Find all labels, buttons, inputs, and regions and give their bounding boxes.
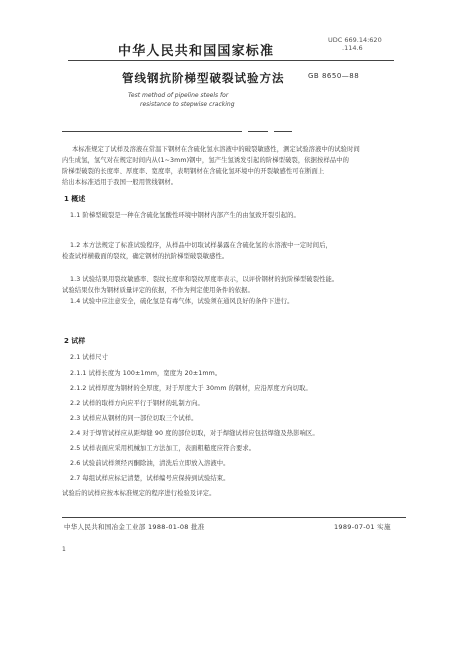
english-title-line-2: resistance to stepwise cracking [140, 101, 235, 108]
title-rule-mid [248, 131, 268, 132]
section-2-heading: 2 试样 [64, 337, 86, 345]
section-2-line-2: 2.1.1 试样长度为 100±1mm，宽度为 20±1mm。 [70, 370, 222, 377]
document-title: 管线钢抗阶梯型破裂试验方法 [122, 71, 285, 85]
gb-number: GB 8650—88 [308, 72, 360, 80]
section-2-line-7: 2.5 试样表面应采用机械加工方法加工，表面粗糙度应符合要求。 [70, 445, 256, 452]
section-2-line-4: 2.2 试样的取样方向应平行于钢材的轧制方向。 [70, 400, 204, 407]
standard-org-title: 中华人民共和国国家标准 [118, 44, 275, 59]
section-2-line-1: 2.1 试样尺寸 [70, 354, 109, 361]
section-1-heading: 1 概述 [64, 195, 86, 203]
section-2-line-10: 试验后的试样应按本标准规定的程序进行检验及评定。 [62, 490, 216, 497]
intro-line-1: 本标准规定了试样及溶液在常温下钢材在含硫化氢水溶液中的破裂敏感性，测定试验溶液中的试验时间 [72, 146, 360, 153]
section-2-line-5: 2.3 试样应从钢材的同一部位切取三个试样。 [70, 415, 198, 422]
section-1-line-4: 1.3 试验结果用裂纹敏感率、裂纹长度率和裂纹厚度率表示，以评价钢材的抗阶梯型破裂性能。 [70, 276, 339, 283]
page-mark: 1 [62, 546, 66, 553]
header-rule [68, 60, 394, 61]
intro-line-2: 内生成氢，氢气对在规定时间内从(1~3mm)钢中，氢产生氢诱发引起的阶梯型破裂，依据按样品中的 [62, 157, 350, 164]
section-1-line-5: 试验结果仅作为钢材质量评定的依据，不作为判定使用条件的依据。 [62, 287, 254, 294]
udc-line-1: UDC 669.14:620 [328, 36, 382, 44]
english-title-line-1: Test method of pipeline steels for [128, 92, 229, 99]
section-1-line-2: 1.2 本方法规定了标准试验程序，从样品中切取试样暴露在含硫化氢的水溶液中一定时间后， [70, 242, 332, 249]
section-2-line-3: 2.1.2 试样厚度为钢材的全厚度，对于厚度大于 30mm 的钢材，应沿厚度方向切取。 [70, 385, 312, 392]
section-1-line-6: 1.4 试验中应注意安全，硫化氢是有毒气体，试验须在通风良好的条件下进行。 [70, 298, 294, 305]
effective-date: 1989-07-01 实施 [334, 523, 391, 531]
section-1-line-3: 检查试样横截面的裂纹，确定钢材的抗阶梯型破裂敏感性。 [62, 253, 229, 260]
section-1-line-1: 1.1 阶梯型破裂是一种在含硫化氢酸性环境中钢材内部产生的由氢致开裂引起的。 [70, 212, 300, 219]
title-rule-left [62, 131, 242, 132]
title-rule-right [274, 131, 292, 132]
footer-rule [62, 517, 406, 518]
intro-line-4: 给出本标准适用于我国一般用管线钢材。 [62, 179, 178, 186]
section-2-line-8: 2.6 试验前试样须经丙酮除油，清洗后立即放入溶液中。 [70, 460, 230, 467]
udc-code [328, 36, 382, 52]
udc-line-2: .114.6 [342, 44, 363, 52]
section-2-line-9: 2.7 每组试样应标记清楚，试样编号应保持到试验结束。 [70, 475, 230, 482]
publisher-line: 中华人民共和国冶金工业部 1988-01-08 批准 [64, 523, 205, 531]
intro-line-3: 阶梯型破裂的长度率、厚度率、宽度率，表明钢材在含硫化氢环境中的开裂敏感性可在断面上 [62, 168, 325, 175]
section-2-line-6: 2.4 对于焊管试样应从距焊缝 90 度的部位切取，对于焊缝试样应包括焊缝及热影响区。 [70, 430, 319, 437]
